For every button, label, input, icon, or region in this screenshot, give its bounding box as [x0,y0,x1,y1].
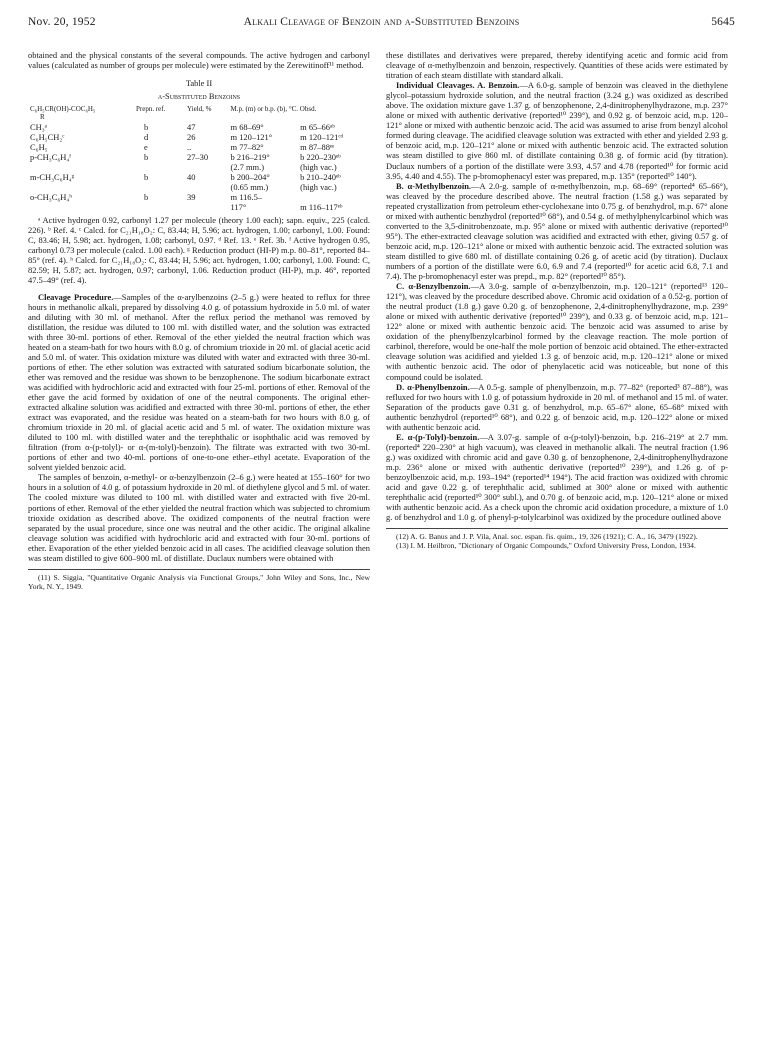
table-row [28,132,370,142]
header-date: Nov. 20, 1952 [28,16,96,28]
table-cell-obsd: m 120–121° [230,132,273,143]
table-cell-yield: .. [186,142,192,153]
cleavage-procedure-text: —Samples of the α-arylbenzoins (2–5 g.) were heated to reflux for three hours in methanolic alkali, prepared by dissolving 4.0 g. of potassium hydroxide in 5.0 ml. of water and diluting with 30 ml. of methanol. After the reflux period the methanol was removed by distillation, the residue was diluted to 100 ml. with distilled water, and the solution was extracted with three 30-ml. portions of ether. Removal of the ether yielded the neutral fraction which was heated on a steam-bath for two hours with 8.0 g. of chromium trioxide in 20 ml. of glacial acetic acid and 5.0 ml. of water. This oxidation mixture was diluted with water and extracted with three 30-ml. portions of ether. The ether solution was extracted with saturated sodium bicarbonate solution, the ether was removed and the residue was shown to be benzophenone. The sodium bicarbonate extract was acidified with hydrochloric acid and extracted with four 25-ml. portions of ether. Removal of the ether gave the acid formed by oxidation of one of the neutral components. The original ether-extracted alkaline solution was acidified and extracted with three 30-ml. portions of ether, the ether extract was evaporated, and the residue was heated on a steam-bath for two hours with 8.0 g. of chromium trioxide in 20 ml. of glacial acetic acid and 5 ml. of water. The oxidation mixture was diluted to 100 ml. with distilled water and the terephthalic or isophthalic acid was removed by filtration (from α-(p-tolyl)- or α-(m-tolyl)-benzoin). The filtrate was extracted with two 30-ml. portions of ether and two 40-ml. portions of one-to-one ether–ethyl acetate. Evaporation of the solvent yielded benzoic acid. [28,291,370,473]
table-cell-r [28,202,134,212]
cleavage-procedure-heading: Cleavage Procedure. [38,291,114,302]
table-cell-reptd: m 120–121ᶜᵈ [300,132,344,143]
section-c-text: —A 3.0-g. sample of α-benzylbenzoin, m.p. 120–121° (reported¹³ 120–121°), was cleaved by the procedure described above. Chromic acid oxidation of a 0.52-g. portion of the neutral product (1.8 g.) gave 0.20 g. of benzophenone, 2,4-dinitrophenylhydrazone, m.p. 239° alone or mixed with authentic derivative (reported¹⁰ 239°), and 0.33 g. of benzoic acid, m.p. 121–122° alone or mixed with authentic benzoic acid. The benzoic acid was assumed to arise by oxidation of the phenylbenzylcarbinol formed by the cleavage reaction. The mole portion of carbinol, therefore, would be one-half the mole portion of benzoic acid obtained. The ether-extracted cleavage solution was acidified and yielded 1.3 g. of benzoic acid, m.p. 120–121° alone or mixed with authentic benzoic acid. The odor of phenylacetic acid was noticeable, but none of this compound could be isolated. [386,281,728,382]
section-d-paragraph [386,382,728,432]
table-row [28,152,370,162]
table-cell-reptd: (high vac.) [300,162,337,173]
section-c-heading: C. α-Benzylbenzoin. [396,281,471,292]
header-formula-text: C₆H₅CR(OH)-COC₆H₅ [30,105,96,114]
table-cell-reptd: m 65–66ᵃᵇ [300,122,335,133]
table-alpha-substituted-benzoins [28,105,370,212]
section-e-heading: E. α-(p-Tolyl)-benzoin. [396,431,480,442]
table-cell-reptd: m 116–117ᵉᵇ [300,202,343,213]
table-row [28,122,370,132]
table-cell-reptd: b 210–240ᵉᵇ [300,172,341,183]
table-cell-yield: 26 [186,132,196,143]
table-cell-yield [185,182,229,192]
table-cell-r: p-CH₃C₆H₄ᶠ [30,152,72,163]
table-body [28,122,370,212]
table-cell-prepn [134,182,185,192]
table-cell-yield: 47 [186,122,196,133]
table-cell-prepn [134,162,185,172]
table-cell-reptd: (high vac.) [300,182,337,193]
table-row [28,192,370,202]
table-cell-obsd: b 216–219° [230,152,270,163]
table-cell-yield: 27–30 [186,152,209,163]
table-cell-yield [185,162,229,172]
table-row [28,162,370,172]
table-row [28,202,370,212]
right-column [386,50,728,551]
table-cell-obsd: b 200–204° [230,172,270,183]
right-intro-paragraph: these distillates and derivatives were prepared, thereby identifying acetic and formic acid from cleavage of α-methylbenzoin and benzoin, respectively. Quantities of these acids were estimated by titration of each steam distillate with standard alkali. [386,50,728,81]
section-e-paragraph [386,432,728,522]
table-cell-r: o-CH₃C₆H₄ʰ [30,192,73,203]
table-row [28,172,370,182]
running-header [28,16,735,32]
footnote-11: (11) S. Siggia, "Quantitative Organic Analysis via Functional Groups," John Wiley and Sons, Inc., New York, N. Y., 1949. [28,572,370,591]
table-header-prepn: Prepn. ref. [136,105,166,114]
footnote-rule-right [386,528,728,529]
header-title: Alkali Cleavage of Benzoin and α-Substituted Benzoins [243,16,520,28]
table-footnotes: ᵃ Active hydrogen 0.92, carbonyl 1.27 per molecule (theory 1.00 each); sapn. equiv., 225 (calcd. 226). ᵇ Ref. 4. ᶜ Calcd. for C₂₁H₁₈O₂: C, 83.44; H, 5.96; act. hydrogen, 1.00; carbonyl, 1.00. Found: C, 83.46; H, 5.98; act. hydrogen, 1.08; carbonyl, 0.97. ᵈ Ref. 13. ᵉ Ref. 3b. ᶠ Active hydrogen 0.95, carbonyl 0.73 per molecule (calcd. 1.00 each). ᵍ Reduction product (HI-P) m.p. 80–81°, reported 84–85° (ref. 4). ʰ Calcd. for C₂₁H₁₈O₂: C, 83.44; H, 5.96; act. hydrogen, 1.00; carbonyl, 1.00. Found: C, 82.59; H, 5.87; act. hydrogen, 0.97; carbonyl, 1.06. Reduction product (HI-P), m.p. 46°, reported 47.5–49° (ref. 4). [28,215,370,286]
table-header-formula [28,105,134,122]
page-number: 5645 [711,16,735,28]
table-cell-obsd: (0.65 mm.) [230,182,269,193]
cleavage-procedure-paragraph [28,292,370,473]
table-cell-prepn [134,202,185,212]
table-cell-obsd: m 116.5– [230,192,263,203]
table-cell-prepn: e [144,142,148,153]
table-cell-r: m-CH₃C₆H₄ᵍ [30,172,75,183]
section-e-text: —A 3.07-g. sample of α-(p-tolyl)-benzoin, b.p. 216–219° at 2.7 mm. (reported⁴ 220–230° at high vacuum), was cleaved in methanolic alkali. The neutral fraction (1.96 g.) was oxidized with chromic acid and gave 0.30 g. of benzophenone, 2,4-dinitrophenylhydrazone m.p. 236° alone or mixed with authentic derivative (reported¹⁰ 239°), and 1.26 g. of p-benzoylbenzoic acid, m.p. 193–194° (reported¹⁴ 194°). The acid fraction was oxidized with chromic acid and gave 0.22 g. of terephthalic acid, sublimed at 300° alone or mixed with authentic terephthalic acid (reported¹⁰ 300° subl.), and 0.70 g. of benzoic acid, m.p. 120–121° alone or mixed with authentic benzoic acid. As a check upon the chromic acid oxidation procedure, a mixture of 1.0 g. of benzhydrol and 1.0 g. of phenyl-p-tolylcarbinol was oxidized by the procedure outlined above [386,431,729,523]
table-header-mp: M.p. (m) or b.p. (b), °C. Obsd. [230,105,317,114]
table-cell-obsd: 117° [230,202,247,213]
table-row [28,182,370,192]
section-a-heading: Individual Cleavages. A. Benzoin. [396,80,520,91]
table-title: α-Substituted Benzoins [157,91,241,102]
section-d-text: —A 0.5-g. sample of phenylbenzoin, m.p. 77–82° (reported³ 87–88°), was refluxed for two hours with 1.0 g. of potassium hydroxide in 20 ml. of methanol and 15 ml. of water. Separation of the products gave 0.31 g. of benzhydrol, m.p. 65–67° alone, 65–68° mixed with authentic benzhydrol (reported¹⁰ 68°), and 0.22 g. of benzoic acid, m.p. 120–122° alone or mixed with authentic benzoic acid. [386,381,729,432]
table-cell-reptd: b 220–230ᵉᵇ [300,152,341,163]
table-row [28,142,370,152]
table-cell-yield [185,202,229,212]
samples-paragraph: The samples of benzoin, α-methyl- or α-benzylbenzoin (2–6 g.) were heated at 155–160° for two hours in a solution of 4.0 g. of potassium hydroxide in 20 ml. of diethylene glycol and 5 ml. of water. The cooled mixture was diluted to 100 ml. with distilled water and extracted with five 20-ml. portions of ether. Removal of the ether yielded the neutral fraction which was subjected to chromium trioxide oxidation as described above. The oxidized components of the neutral fraction were separated by the usual procedure, since one was neutral and the other acidic. The original alkaline cleavage solution was acidified with hydrochloric acid and extracted with four 30-ml. portions of ether. Evaporation of the ether yielded benzoic acid in all cases. The acidified cleavage solution then was steam distilled to give 600–900 ml. of distillate. Duclaux numbers were obtained with [28,472,370,563]
footnote-12: (12) A. G. Banus and J. P. Vila, Anal. soc. espan. fis. quim., 19, 326 (1921); C. A., 16, 3479 (1922). [396,532,698,542]
section-a-paragraph [386,80,728,180]
table-cell-r: C₆H₅CH₂ᶜ [30,132,65,143]
table-cell-r: C₆H₅ [30,142,48,153]
table-cell-r: CH₃ᵃ [30,122,47,133]
table-cell-obsd: m 77–82° [230,142,264,153]
header-r-text: R [40,113,45,122]
section-b-heading: B. α-Methylbenzoin. [396,180,472,191]
table-cell-obsd: (2.7 mm.) [230,162,265,173]
section-a-text: —A 6.0-g. sample of benzoin was cleaved in the diethylene glycol–potassium hydroxide solution, and the neutral fraction (3.24 g.) was oxidized as described above. The oxidation mixture gave 1.37 g. of benzophenone, 2,4-dinitrophenylhydrazone, m.p. 237° alone or mixed with authentic derivative (reported¹⁰ 239°), and 0.92 g. of benzoic acid, m.p. 120–121° alone or mixed with authentic benzoic acid. The acid was assumed to arise from benzyl alcohol formed during cleavage. The acidified cleavage solution was extracted with ether and yielded 2.93 g. of benzoic acid, m.p. 120–121° alone or mixed with authentic benzoic acid. The extracted solution was steam distilled to give 860 ml. of distillate containing 0.38 g. of formic acid (by titration). Duclaux numbers of a portion of the distillate were 3.93, 4.57 and 4.78 (reported¹⁰ for formic acid 3.95, 4.40 and 4.55). The p-bromophenacyl ester was prepared, m.p. 135° (reported¹⁰ 140°). [386,80,728,181]
table-cell-prepn: b [144,172,149,183]
table-cell-prepn: b [144,192,149,203]
section-d-heading: D. α-Phenylbenzoin. [396,381,470,392]
left-intro-paragraph: obtained and the physical constants of the several compounds. The active hydrogen and carbonyl values (calculated as number of groups per molecule) were estimated by the Zerewitinoff¹¹ method. [28,50,370,71]
table-cell-prepn: b [144,122,149,133]
table-header-yield: Yield, % [186,105,212,114]
section-c-paragraph [386,281,728,381]
table-cell-obsd: m 68–69° [230,122,264,133]
left-column [28,50,370,591]
table-cell-r [28,162,134,172]
table-cell-prepn: d [144,132,149,143]
table-cell-reptd: m 87–88ᵉᵉ [300,142,335,153]
table-label: Table II [185,78,213,89]
table-cell-r [28,182,134,192]
table-cell-yield: 40 [186,172,196,183]
section-b-paragraph [386,181,728,281]
footnote-13: (13) I. M. Heilbron, "Dictionary of Organic Compounds," Oxford University Press, London, 1934. [396,541,696,551]
table-cell-yield: 39 [186,192,196,203]
table-cell-reptd [298,192,370,202]
section-b-text: —A 2.0-g. sample of α-methylbenzoin, m.p. 68–69° (reported⁴ 65–66°), was cleaved by the procedure described above. The neutral fraction (1.58 g.) was separated by repeated crystallization from petroleum ether-cyclohexane into 0.75 g. of benzhydrol, m.p. 67° alone or mixed with authentic benzhydrol (reported¹⁰ 68°), and 0.54 g. of methylphenylcarbinol which was converted to the 3,5-dinitrobenzoate, m.p. 95° alone or mixed with authentic derivative (reported¹⁰ 95°). The ether-extracted cleavage solution was acidified and extracted with ether, giving 0.57 g. of benzoic acid, m.p. 120–121° alone or mixed with authentic benzoic acid. The extracted solution was steam distilled to give 680 ml. of distillate containing 0.26 g. of acetic acid (by titration). Duclaux numbers of a portion of the distillate were 6.0, 6.9 and 7.4 (reported¹⁰ for acetic acid 6.8, 7.1 and 7.4). The p-bromophenacyl ester was prepd., m.p. 82° (reported¹⁰ 85°). [386,180,728,282]
footnote-rule-left [28,569,370,570]
table-cell-prepn: b [144,152,149,163]
